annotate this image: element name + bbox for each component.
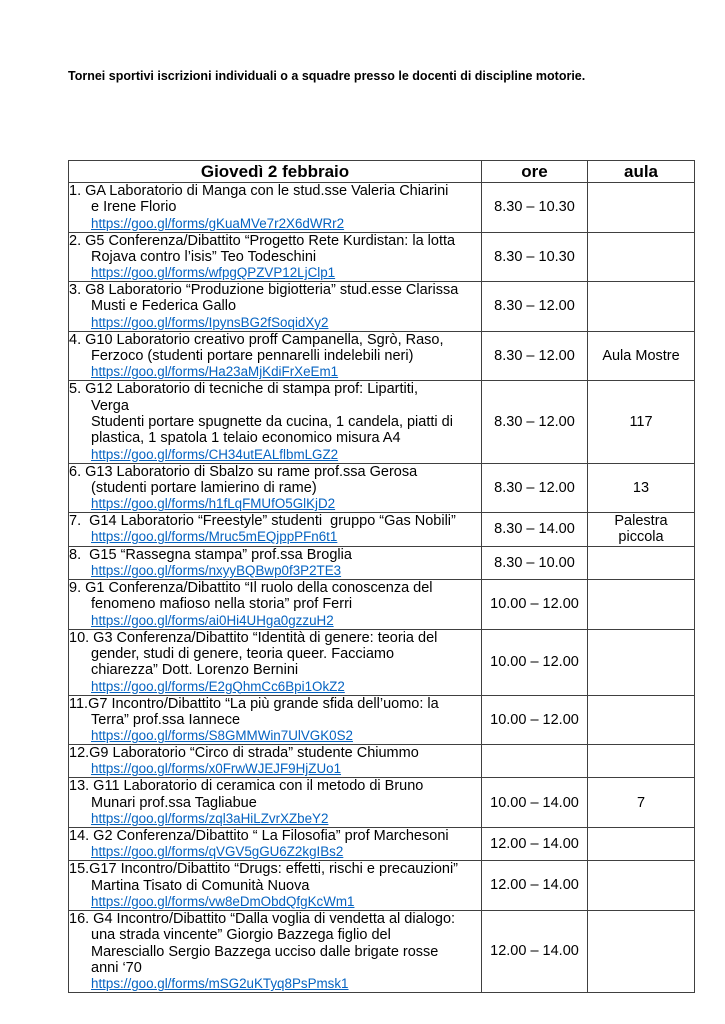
table-row xyxy=(69,463,695,513)
activity-text-line: Ferzoco (studenti portare pennarelli indelebili neri) xyxy=(91,348,414,365)
activity-text-line: 4. G10 Laboratorio creativo proff Campanella, Sgrò, Raso, xyxy=(69,331,444,348)
room-cell xyxy=(588,629,695,695)
activity-cell xyxy=(69,331,482,381)
room-cell xyxy=(588,463,695,513)
activity-text-line: fenomeno mafioso nella storia” prof Ferri xyxy=(91,596,353,613)
activity-text-line: 6. G13 Laboratorio di Sbalzo su rame prof.ssa Gerosa xyxy=(69,463,418,480)
table-row xyxy=(69,580,695,630)
time-cell xyxy=(482,331,588,381)
activity-text-line: 2. G5 Conferenza/Dibattito “Progetto Rete Kurdistan: la lotta xyxy=(69,232,456,249)
time-cell xyxy=(482,910,588,992)
activity-text-line: chiarezza” Dott. Lorenzo Bernini xyxy=(91,662,299,679)
room-value: Aula Mostre xyxy=(602,347,680,364)
activity-text-line: (studenti portare lamierino di rame) xyxy=(91,479,317,496)
activity-text-line: Verga xyxy=(91,397,129,414)
time-value: 8.30 – 10.00 xyxy=(494,554,575,571)
time-cell xyxy=(482,183,588,233)
form-link[interactable]: https://goo.gl/forms/x0FrwWJEJF9HjZUo1 xyxy=(91,761,342,777)
table-row xyxy=(69,546,695,579)
time-cell xyxy=(482,381,588,463)
activity-cell xyxy=(69,381,482,463)
room-cell xyxy=(588,580,695,630)
time-cell xyxy=(482,629,588,695)
room-cell xyxy=(588,910,695,992)
room-cell xyxy=(588,331,695,381)
form-link[interactable]: https://goo.gl/forms/gKuaMVe7r2X6dWRr2 xyxy=(91,215,345,231)
activity-text-line: 13. G11 Laboratorio di ceramica con il metodo di Bruno xyxy=(69,778,424,795)
room-value: Palestra xyxy=(614,513,668,530)
activity-text-line: 16. G4 Incontro/Dibattito “Dalla voglia di vendetta al dialogo: xyxy=(69,910,456,927)
form-link[interactable]: https://goo.gl/forms/qVGV5gGU6Z2kgIBs2 xyxy=(91,844,344,860)
activity-cell xyxy=(69,629,482,695)
table-header-row xyxy=(69,161,695,183)
activity-cell xyxy=(69,463,482,513)
header-activity: Giovedì 2 febbraio xyxy=(69,161,482,183)
time-value: 8.30 – 12.00 xyxy=(494,298,575,315)
activity-cell xyxy=(69,580,482,630)
activity-text-line: Studenti portare spugnette da cucina, 1 candela, piatti di xyxy=(91,413,453,430)
time-value: 12.00 – 14.00 xyxy=(490,877,579,894)
room-value: piccola xyxy=(618,529,664,546)
header-room: aula xyxy=(588,161,695,183)
form-link[interactable]: https://goo.gl/forms/Mruc5mEQjppPFn6t1 xyxy=(91,529,338,545)
form-link[interactable]: https://goo.gl/forms/nxyyBQBwp0f3P2TE3 xyxy=(91,563,342,579)
time-value: 10.00 – 12.00 xyxy=(490,596,579,613)
table-row xyxy=(69,828,695,861)
form-link[interactable]: https://goo.gl/forms/S8GMMWin7UlVGK0S2 xyxy=(91,728,353,744)
activity-text-line: 5. G12 Laboratorio di tecniche di stampa prof: Lipartiti, xyxy=(69,381,418,398)
header-time: ore xyxy=(482,161,588,183)
form-link[interactable]: https://goo.gl/forms/vw8eDmObdQfgKcWm1 xyxy=(91,893,355,909)
activity-cell xyxy=(69,282,482,332)
activity-cell xyxy=(69,546,482,579)
table-row xyxy=(69,745,695,778)
time-value: 8.30 – 10.30 xyxy=(494,248,575,265)
time-cell xyxy=(482,463,588,513)
time-value: 12.00 – 14.00 xyxy=(490,836,579,853)
room-cell xyxy=(588,546,695,579)
table-row xyxy=(69,778,695,828)
activity-text-line: 15.G17 Incontro/Dibattito “Drugs: effetti, rischi e precauzioni” xyxy=(69,861,459,878)
room-cell xyxy=(588,828,695,861)
form-link[interactable]: https://goo.gl/forms/E2gQhmCc6Bpi1OkZ2 xyxy=(91,678,345,694)
table-row xyxy=(69,282,695,332)
schedule-body xyxy=(69,183,695,993)
schedule-table xyxy=(68,160,695,993)
activity-text-line: anni ‘70 xyxy=(91,959,142,976)
table-row xyxy=(69,910,695,992)
activity-text-line: 14. G2 Conferenza/Dibattito “ La Filosofia” prof Marchesoni xyxy=(69,828,449,845)
activity-cell xyxy=(69,513,482,547)
table-row xyxy=(69,183,695,233)
activity-text-line: Musti e Federica Gallo xyxy=(91,298,237,315)
time-value: 8.30 – 12.00 xyxy=(494,347,575,364)
activity-cell xyxy=(69,778,482,828)
form-link[interactable]: https://goo.gl/forms/h1fLqFMUfO5GlKjD2 xyxy=(91,496,336,512)
time-cell xyxy=(482,828,588,861)
table-row xyxy=(69,861,695,911)
activity-text-line: una strada vincente” Giorgio Bazzega figlio del xyxy=(91,927,391,944)
table-row xyxy=(69,381,695,463)
time-cell xyxy=(482,695,588,745)
activity-cell xyxy=(69,828,482,861)
time-value: 10.00 – 12.00 xyxy=(490,653,579,670)
form-link[interactable]: https://goo.gl/forms/zql3aHiLZvrXZbeY2 xyxy=(91,811,329,827)
activity-text-line: Martina Tisato di Comunità Nuova xyxy=(91,877,310,894)
form-link[interactable]: https://goo.gl/forms/CH34utEALflbmLGZ2 xyxy=(91,446,339,462)
time-cell xyxy=(482,232,588,282)
table-row xyxy=(69,695,695,745)
activity-cell xyxy=(69,232,482,282)
time-cell xyxy=(482,745,588,778)
room-cell xyxy=(588,183,695,233)
time-value: 12.00 – 14.00 xyxy=(490,943,579,960)
form-link[interactable]: https://goo.gl/forms/mSG2uKTyq8PsPmsk1 xyxy=(91,976,349,992)
activity-cell xyxy=(69,745,482,778)
room-cell xyxy=(588,513,695,547)
time-value: 8.30 – 10.30 xyxy=(494,199,575,216)
room-cell xyxy=(588,778,695,828)
time-value: 8.30 – 14.00 xyxy=(494,521,575,538)
table-row xyxy=(69,331,695,381)
activity-text-line: Rojava contro l’isis” Teo Todeschini xyxy=(91,248,317,265)
table-row xyxy=(69,629,695,695)
activity-text-line: 11.G7 Incontro/Dibattito “La più grande sfida dell’uomo: la xyxy=(69,695,439,712)
activity-cell xyxy=(69,183,482,233)
activity-text-line: 1. GA Laboratorio di Manga con le stud.sse Valeria Chiarini xyxy=(69,183,449,199)
time-cell xyxy=(482,546,588,579)
room-cell xyxy=(588,282,695,332)
activity-text-line: 7. G14 Laboratorio “Freestyle” studenti gruppo “Gas Nobili” xyxy=(69,513,456,530)
form-link[interactable]: https://goo.gl/forms/ai0Hi4UHga0gzzuH2 xyxy=(91,612,334,628)
room-cell xyxy=(588,381,695,463)
time-value: 10.00 – 12.00 xyxy=(490,711,579,728)
room-cell xyxy=(588,232,695,282)
form-link[interactable]: https://goo.gl/forms/Ha23aMjKdiFrXeEm1 xyxy=(91,364,339,380)
table-row xyxy=(69,513,695,547)
time-value: 8.30 – 12.00 xyxy=(494,413,575,430)
activity-text-line: Terra” prof.ssa Iannece xyxy=(91,711,241,728)
room-value: 117 xyxy=(629,413,653,430)
activity-text-line: Munari prof.ssa Tagliabue xyxy=(91,794,257,811)
activity-text-line: 9. G1 Conferenza/Dibattito “Il ruolo della conoscenza del xyxy=(69,580,433,597)
form-link[interactable]: https://goo.gl/forms/wfpgQPZVP12LjClp1 xyxy=(91,265,336,281)
time-cell xyxy=(482,282,588,332)
activity-text-line: plastica, 1 spatola 1 telaio economico misura A4 xyxy=(91,430,401,447)
activity-text-line: Maresciallo Sergio Bazzega ucciso dalle brigate rosse xyxy=(91,943,439,960)
room-value: 7 xyxy=(636,794,646,811)
activity-text-line: 12.G9 Laboratorio “Circo di strada” studente Chiummo xyxy=(69,745,419,762)
activity-cell xyxy=(69,861,482,911)
time-value: 10.00 – 14.00 xyxy=(490,794,579,811)
activity-text-line: 8. G15 “Rassegna stampa” prof.ssa Broglia xyxy=(69,546,352,563)
table-row xyxy=(69,232,695,282)
activity-text-line: e Irene Florio xyxy=(91,199,177,216)
room-value: 13 xyxy=(632,479,650,496)
form-link[interactable]: https://goo.gl/forms/IpynsBG2fSoqidXy2 xyxy=(91,314,329,330)
time-cell xyxy=(482,513,588,547)
activity-cell xyxy=(69,910,482,992)
time-cell xyxy=(482,778,588,828)
time-value: 8.30 – 12.00 xyxy=(494,479,575,496)
time-cell xyxy=(482,580,588,630)
room-cell xyxy=(588,745,695,778)
activity-text-line: 3. G8 Laboratorio “Produzione bigiotteria” stud.esse Clarissa xyxy=(69,282,459,299)
activity-cell xyxy=(69,695,482,745)
activity-text-line: gender, studi di genere, teoria queer. Facciamo xyxy=(91,645,395,662)
room-cell xyxy=(588,695,695,745)
notice-text: Tornei sportivi iscrizioni individuali o a squadre presso le docenti di discipline motorie. xyxy=(68,69,586,83)
activity-text-line: 10. G3 Conferenza/Dibattito “Identità di genere: teoria del xyxy=(69,629,438,646)
room-cell xyxy=(588,861,695,911)
time-cell xyxy=(482,861,588,911)
